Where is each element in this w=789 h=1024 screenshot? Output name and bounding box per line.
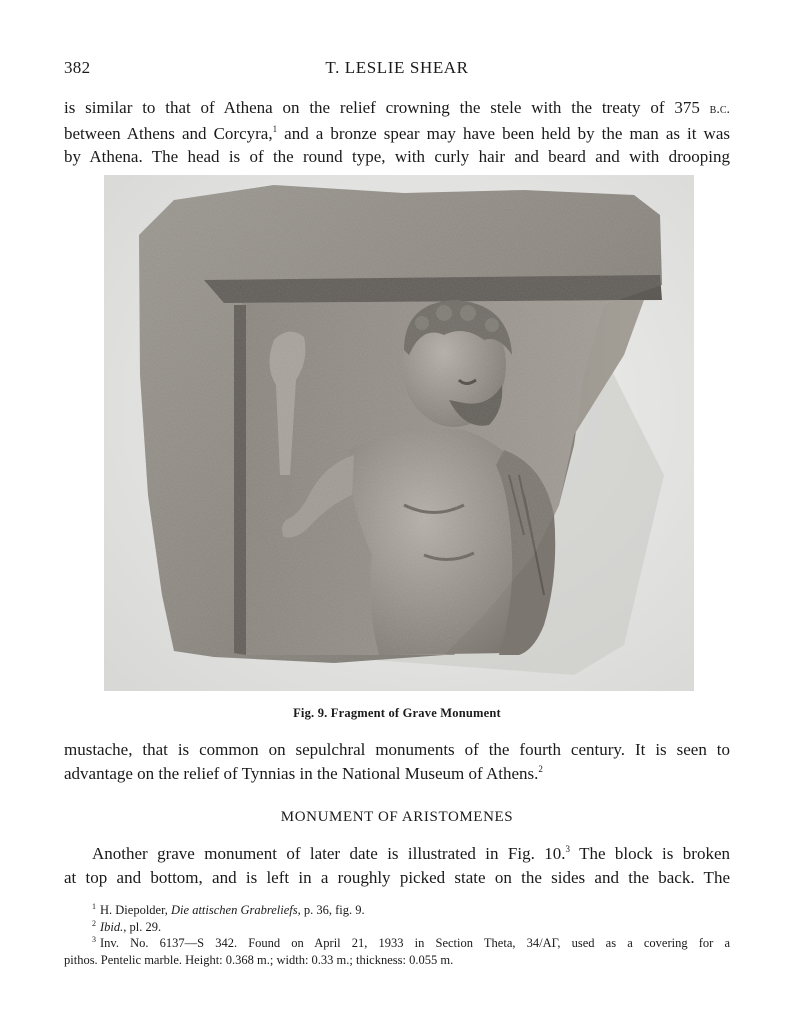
grave-monument-relief-image: [104, 175, 694, 691]
figure-caption: Fig. 9. Fragment of Grave Monument: [293, 706, 501, 720]
paragraph-3: [64, 842, 730, 889]
footnote-1: $^1$ H. Diepolder, Die attischen Grabreliefs, p. 36, fig. 9.: [92, 902, 365, 917]
paragraph-2: [64, 738, 730, 785]
paragraph-2-line-2: advantage on the relief of Tynnias in the National Museum of Athens.$^2$: [64, 763, 543, 783]
paragraph-2-line-1: mustache, that is common on sepulchral monuments of the fourth century. It is seen to: [64, 740, 730, 759]
running-title: T. LESLIE SHEAR: [325, 58, 469, 77]
paragraph-3-line-2: at top and bottom, and is left in a roughly picked state on the sides and the back. The: [64, 867, 730, 887]
paragraph-1: [64, 96, 730, 169]
paragraph-3-line-1: Another grave monument of later date is illustrated in Fig. 10.$^3$ The block is broken: [92, 844, 730, 863]
footnote-3-line-1: $^3$ Inv. No. 6137—S 342. Found on April 21, 1933 in Section Theta, 34/ΑΓ, used as a covering for a: [92, 935, 730, 950]
page-number: 382: [64, 58, 91, 77]
paragraph-1-line-2: between Athens and Corcyra,$^1$ and a bronze spear may have been held by the man as it was: [64, 123, 730, 143]
footnote-ref-2: 2: [538, 763, 543, 774]
footnote-2: $^2$ Ibid., pl. 29.: [92, 919, 162, 934]
paragraph-1-line-3: by Athena. The head is of the round type, with curly hair and beard and with drooping: [64, 147, 730, 166]
paragraph-1-line-1: is similar to that of Athena on the relief crowning the stele with the treaty of 375 b.c.: [64, 98, 730, 117]
figure-grave-monument-photo: [104, 175, 694, 691]
footnote-3-line-2: pithos. Pentelic marble. Height: 0.368 m.; width: 0.33 m.; thickness: 0.055 m.: [64, 953, 454, 967]
bc-abbrev: b.c.: [709, 102, 730, 117]
footnote-ref-3: 3: [565, 844, 570, 854]
section-heading: MONUMENT OF ARISTOMENES: [280, 809, 514, 825]
footnote-3: [64, 935, 730, 969]
running-head: [64, 58, 730, 82]
footnote-ref-1: 1: [272, 123, 278, 134]
